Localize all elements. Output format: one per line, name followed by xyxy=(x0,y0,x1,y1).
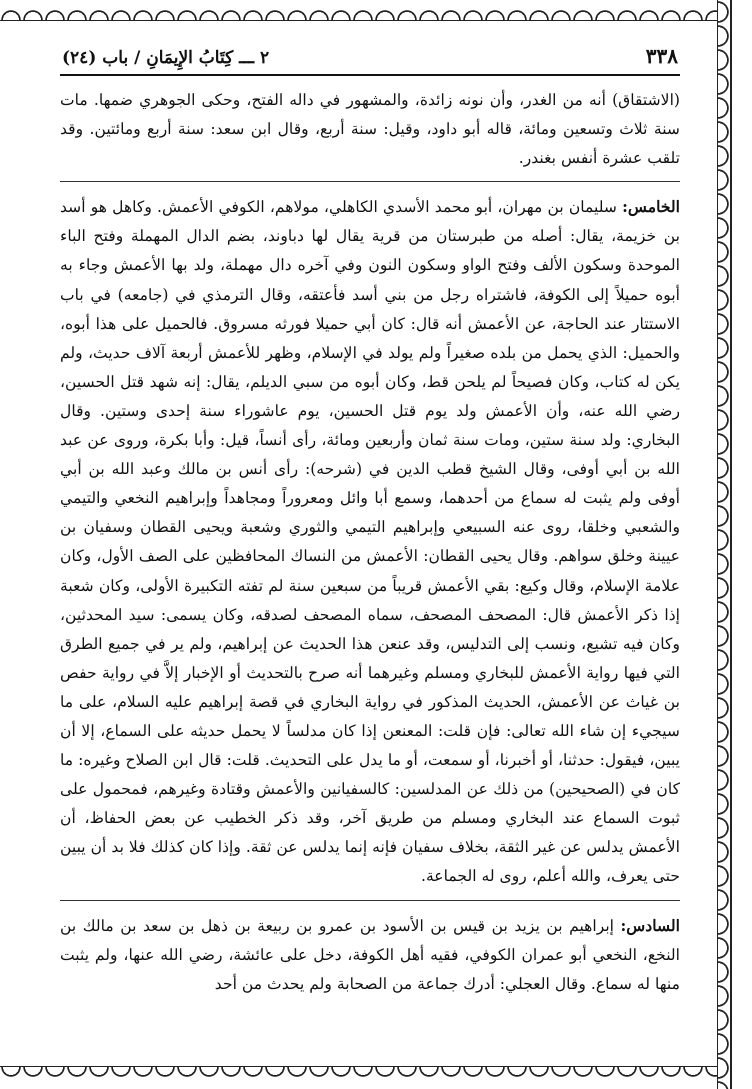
page-content xyxy=(60,86,680,999)
top-ornament-border xyxy=(0,0,718,21)
paragraph-text: إبراهيم بن يزيد بن قيس بن الأسود بن عمرو بن ربيعة بن ذهل بن سعد بن مالك بن النخع، النخعي أبو عمران الكوفي، فقيه أهل الكوفة، دخل على عائشة، رضي الله عنها، ولم يثبت منها له سماع. وقال العجلي: أدرك جماعة من الصحابة ولم يحدث من أحد xyxy=(60,916,680,993)
chapter-title: ٢ ـــ كِتَابُ الإِيمَانِ / باب (٢٤) xyxy=(62,48,270,68)
paragraph-heading: السادس: xyxy=(620,915,680,935)
book-page xyxy=(60,44,680,1007)
right-ornament-border xyxy=(717,0,752,1089)
paragraph-intro xyxy=(60,86,680,182)
page-header xyxy=(60,44,680,76)
paragraph-text: (الاشتقاق) أنه من الغدر، وأن نونه زائدة، والمشهور في داله الفتح، وحكى الجوهري ضمها. مات سنة ثلاث وتسعين ومائة، قاله أبو داود، وقيل: سنة أربع، وقال ابن سعد: سنة أربع ومائتين. وقد تلقب عشرة أنفس بغندر. xyxy=(60,91,680,168)
paragraph-fifth xyxy=(60,192,680,900)
bottom-ornament-border xyxy=(0,1066,718,1089)
paragraph-text: سليمان بن مهران، أبو محمد الأسدي الكاهلي، مولاهم، الكوفي الأعمش. وكاهل هو أسد بن خزيمة، يقال: أصله من طبرستان من قرية يقال لها دباوند، بضم الدال المهملة وفتح الباء الموحدة وسكون الألف وفتح الواو وسكون النون وفي آخره دال مهملة، ولد بها الأعمش وجاء به أبوه حميلاً إلى الكوفة، فاشتراه رجل من بني أسد فأعتقه، وقال الترمذي في (جامعه) في باب الاستتار عند الحاجة، عن الأعمش أنه قال: كان أبي حميلا فورثه مسروق. فالحميل على هذا أبوه، والحميل: الذي يحمل من بلده صغيراً ولم يولد في الإسلام، وظهر للأعمش أربعة آلاف حديث، ولم يكن له كتاب، وكان فصيحاً لم يلحن قط، وكان أبوه من سبي الديلم، يقال: إنه شهد قتل الحسين، رضي الله عنه، وأن الأعمش ولد يوم قتل الحسين، يوم عاشوراء سنة إحدى وستين. وقال البخاري: ولد سنة ستين، ومات سنة ثمان وأربعين ومائة، رأى أنساً، قيل: وأبا بكرة، وروى عن عبد الله بن أبي أوفى، وقال الشيخ قطب الدين في (شرحه): رأى أنس بن مالك وعبد الله بن أبي أوفى ولم يثبت له سماع من أحدهما، وسمع أبا وائل ومعروراً ومجاهداً وإبراهيم النخعي والتيمي والشعبي وخلقا، روى عنه السبيعي وإبراهيم التيمي والثوري وشعبة ويحيى القطان وسفيان بن عيينة وخلق سواهم. وقال يحيى القطان: الأعمش من النساك المحافظين على الصف الأول، وكان علامة الإسلام، وقال وكيع: بقي الأعمش قريباً من سبعين سنة لم تفته التكبيرة الأولى، وكان شعبة إذا ذكر الأعمش قال: المصحف المصحف، سماه المصحف لصدقه، وكان يسمى: سيد المحدثين، وكان فيه تشيع، ونسب إلى التدليس، وقد عنعن هذا الحديث عن إبراهيم، ولم ير في جميع الطرق التي فيها رواية الأعمش للبخاري ومسلم وغيرهما أنه صرح بالتحديث أو الإخبار إلاَّ في رواية حفص بن غياث عن الأعمش، الحديث المذكور في رواية البخاري في قصة إبراهيم عليه السلام، على ما سيجيء إن شاء الله تعالى: فإن قلت: المعنعن إذا كان مدلساً لا يحمل حديثه على السماع، إلا أن يبين، فيقول: حدثنا، أو أخبرنا، أو سمعت، أو ما يدل على التحديث. قلت: قال ابن الصلاح وغيره: ما كان في (الصحيحين) من ذلك عن المدلسين: كالسفيانين والأعمش وقتادة وغيرهم، فمحمول على ثبوت السماع عند البخاري ومسلم من طريق آخر، وقد ذكر الخطيب عن بعض الحفاظ، أن الأعمش يدلس عن غير الثقة، بخلاف سفيان فإنه إنما يدلس عن ثقة. وإذا كان كذلك فلا بد أن يبين حتى يعرف، والله أعلم، روى له الجماعة. xyxy=(60,198,680,886)
paragraph-heading: الخامس: xyxy=(622,197,680,217)
page-number: ٣٣٨ xyxy=(645,44,678,68)
paragraph-sixth xyxy=(60,911,680,999)
